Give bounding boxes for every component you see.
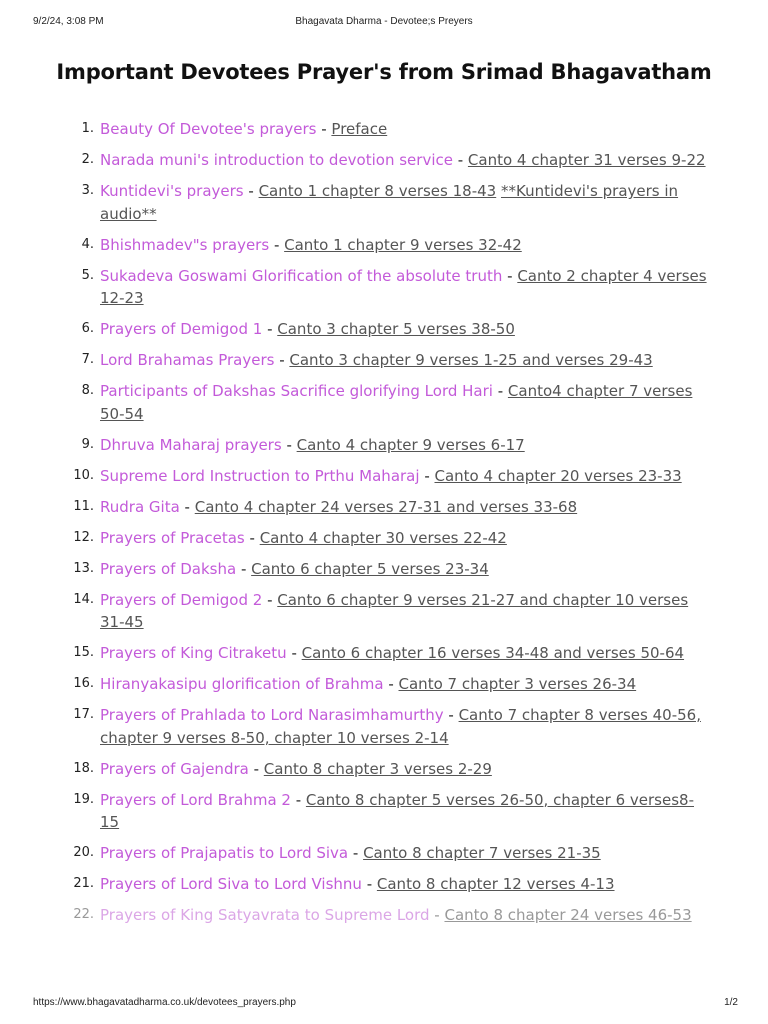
prayer-list [73,118,710,935]
list-item-number: 7. [81,352,94,367]
print-date: 9/2/24, 3:08 PM [33,16,104,27]
separator: - [429,906,445,924]
prayer-name-link[interactable]: Prayers of King Satyavrata to Supreme Lord [100,906,430,924]
prayer-name-link[interactable]: Prayers of Pracetas [100,528,245,547]
canto-reference-link[interactable]: Canto 4 chapter 9 verses 6-17 [296,435,525,454]
canto-reference-link[interactable]: Canto 7 chapter 8 verses 40-56, chapter 9 verses 8-50, chapter 10 verses 2-14 [100,706,701,747]
list-item-number: 4. [81,236,94,252]
print-doc-title: Bhagavata Dharma - Devotee;s Preyers [295,16,473,27]
canto-reference-link[interactable]: Canto 3 chapter 9 verses 1-25 and verses 29-43 [289,351,653,369]
list-item [81,118,710,141]
canto-reference-link[interactable]: Canto 8 chapter 24 verses 46-53 [444,906,692,924]
print-header [33,16,735,30]
prayer-name-link[interactable]: Prayers of Lord Brahma 2 [100,790,291,809]
list-item [81,149,710,172]
list-item [73,465,710,488]
separator: - [262,320,278,338]
canto-reference-link[interactable]: Canto 8 chapter 7 verses 21-35 [363,844,601,862]
separator: - [502,266,518,285]
separator: - [281,435,297,454]
canto-reference-link[interactable]: Canto4 chapter 7 verses 50-54 [100,382,693,423]
prayer-name-link[interactable]: Prayers of Demigod 1 [100,320,263,338]
print-url: https://www.bhagavatadharma.co.uk/devotees_prayers.php [33,997,296,1008]
list-item-number: 2. [81,152,94,167]
prayer-name-link[interactable]: Supreme Lord Instruction to Prthu Maharaj [100,466,420,485]
prayer-name-link[interactable]: Prayers of Prahlada to Lord Narasimhamurthy [100,706,444,724]
canto-reference-link[interactable]: Canto 2 chapter 4 verses 12-23 [100,266,707,307]
list-item-number: 14. [73,591,94,607]
list-item-number: 12. [73,529,94,545]
list-item-number: 3. [81,183,94,198]
prayer-name-link[interactable]: Beauty Of Devotee's prayers [100,120,317,138]
list-item [73,558,710,581]
list-item-number: 22. [73,907,94,922]
prayer-name-link[interactable]: Dhruva Maharaj prayers [100,435,282,454]
separator: - [179,497,195,516]
canto-reference-link[interactable]: Canto 8 chapter 5 verses 26-50, chapter 6 verses8-15 [100,790,694,831]
separator: - [286,644,302,662]
prayer-name-link[interactable]: Prayers of Gajendra [100,759,249,778]
list-item [73,496,710,519]
list-item-number: 20. [73,845,94,860]
list-item [81,434,710,457]
separator: - [274,351,290,369]
list-item [73,904,710,927]
canto-reference-link[interactable]: Canto 4 chapter 20 verses 23-33 [434,466,682,485]
list-item-number: 21. [73,876,94,891]
separator: - [236,559,252,578]
list-item [73,789,710,834]
prayer-name-link[interactable]: Prayers of Daksha [100,559,237,578]
separator: - [269,235,285,254]
prayer-name-link[interactable]: Prayers of Demigod 2 [100,590,263,609]
prayer-name-link[interactable]: Kuntidevi's prayers [100,182,244,200]
list-item-number: 10. [73,467,94,483]
separator: - [492,382,508,400]
separator: - [243,182,259,200]
page-title: Important Devotees Prayer's from Srimad Bhagavatham [56,60,712,84]
audio-link[interactable]: **Kuntidevi's prayers in audio** [100,182,679,223]
canto-reference-link[interactable]: Canto 8 chapter 12 verses 4-13 [376,875,615,893]
prayer-name-link[interactable]: Sukadeva Goswami Glorification of the absolute truth [100,266,503,285]
separator: - [452,151,468,169]
prayer-name-link[interactable]: Bhishmadev"s prayers [100,235,270,254]
list-item [81,318,710,341]
separator: - [361,875,377,893]
prayer-name-link[interactable]: Hiranyakasipu glorification of Brahma [100,675,384,693]
prayer-name-link[interactable]: Rudra Gita [100,497,180,516]
list-item [73,589,710,634]
list-item-number: 16. [73,676,94,691]
canto-reference-link[interactable]: Canto 4 chapter 30 verses 22-42 [259,528,507,547]
list-item [73,673,710,696]
list-item [81,234,710,257]
canto-reference-link[interactable]: Canto 8 chapter 3 verses 2-29 [263,759,492,778]
print-footer [33,997,738,1011]
list-item-number: 13. [73,560,94,576]
canto-reference-link[interactable]: Canto 4 chapter 31 verses 9-22 [467,151,706,169]
list-item [81,265,710,310]
list-item [73,527,710,550]
separator: - [290,790,306,809]
separator: - [262,590,278,609]
separator: - [316,120,332,138]
canto-reference-link[interactable]: Canto 4 chapter 24 verses 27-31 and verses 33-68 [194,497,578,516]
prayer-name-link[interactable]: Lord Brahamas Prayers [100,351,275,369]
separator: - [244,528,260,547]
canto-reference-link[interactable]: Preface [331,120,388,138]
separator: - [419,466,435,485]
list-item-number: 15. [73,645,94,660]
canto-reference-link[interactable]: Canto 6 chapter 5 verses 23-34 [251,559,489,578]
list-item-number: 19. [73,791,94,807]
canto-reference-link[interactable]: Canto 6 chapter 9 verses 21-27 and chapter 10 verses 31-45 [100,590,689,631]
list-item-number: 1. [81,121,94,136]
list-item [73,873,710,896]
list-item [81,180,710,225]
list-item [73,758,710,781]
canto-reference-link[interactable]: Canto 1 chapter 9 verses 32-42 [284,235,522,254]
separator: - [348,844,364,862]
list-item-number: 11. [73,498,94,514]
canto-reference-link[interactable]: Canto 1 chapter 8 verses 18-43 [258,182,497,200]
separator: - [383,675,399,693]
list-item [81,380,710,425]
prayer-name-link[interactable]: Prayers of Lord Siva to Lord Vishnu [100,875,362,893]
list-item-number: 8. [81,383,94,398]
prayer-name-link[interactable]: Prayers of Prajapatis to Lord Siva [100,844,349,862]
list-item-number: 9. [81,436,94,452]
list-item [73,704,710,749]
prayer-name-link[interactable]: Prayers of King Citraketu [100,644,287,662]
separator: - [443,706,459,724]
list-item [73,642,710,665]
list-item [81,349,710,372]
canto-reference-link[interactable]: Canto 7 chapter 3 verses 26-34 [398,675,637,693]
prayer-name-link[interactable]: Narada muni's introduction to devotion service [100,151,453,169]
separator: - [248,759,264,778]
list-item-number: 6. [81,321,94,336]
prayer-name-link[interactable]: Participants of Dakshas Sacrifice glorifying Lord Hari [100,382,493,400]
canto-reference-link[interactable]: Canto 6 chapter 16 verses 34-48 and verses 50-64 [301,644,685,662]
list-item [73,842,710,865]
list-item-number: 17. [73,707,94,722]
print-page-number: 1/2 [724,997,738,1008]
list-item-number: 18. [73,760,94,776]
canto-reference-link[interactable]: Canto 3 chapter 5 verses 38-50 [277,320,515,338]
list-item-number: 5. [81,267,94,283]
